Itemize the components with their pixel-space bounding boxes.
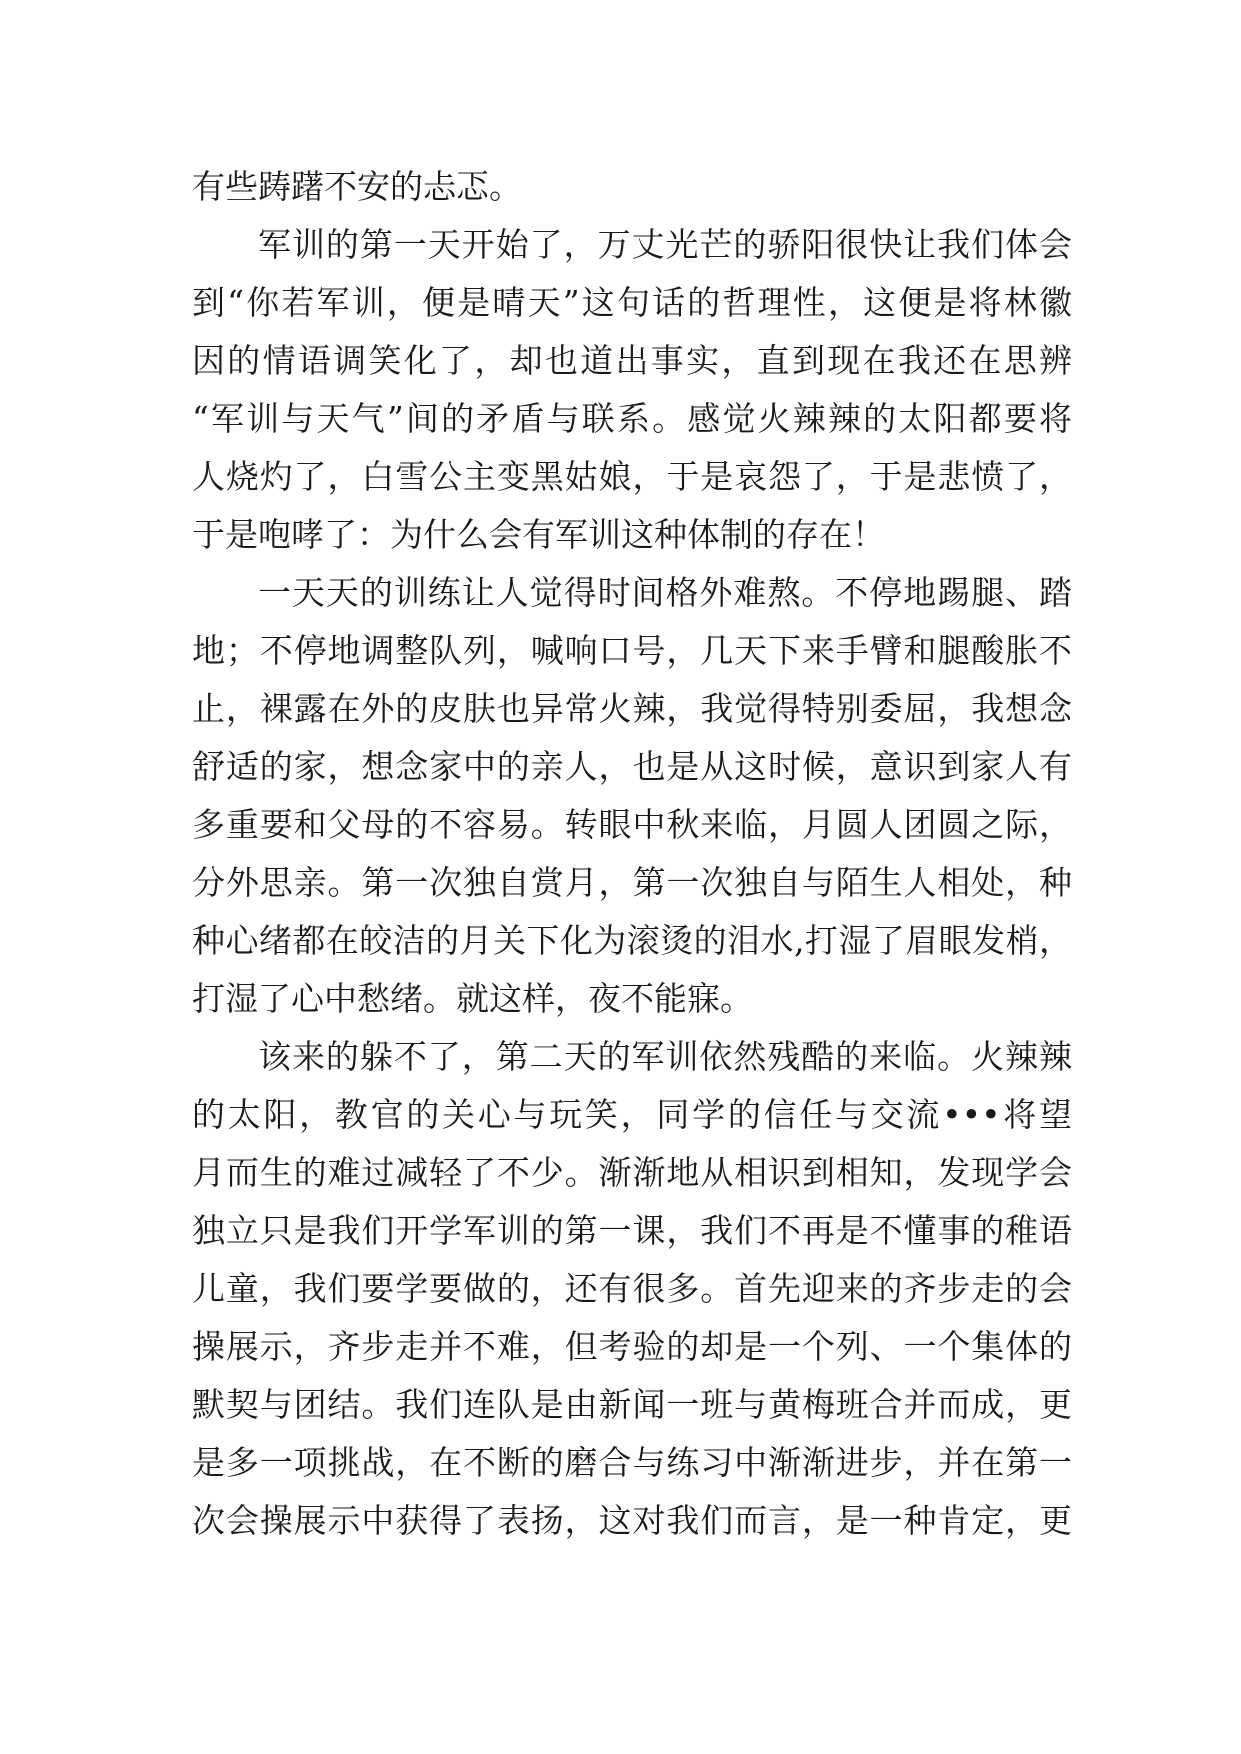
text-line: 于是咆哮了：为什么会有军训这种体制的存在！ xyxy=(192,515,885,554)
text-line: 到“你若军训，便是晴天”这句话的哲理性，这便是将林徽 xyxy=(192,283,1072,322)
paragraph xyxy=(192,158,1072,216)
text-line: 的太阳，教官的关心与玩笑，同学的信任与交流•••将望 xyxy=(192,1095,1072,1134)
text-line: 独立只是我们开学军训的第一课，我们不再是不懂事的稚语 xyxy=(192,1211,1072,1250)
text-line: 军训的第一天开始了，万丈光芒的骄阳很快让我们体会 xyxy=(258,225,1072,264)
text-line: 默契与团结。我们连队是由新闻一班与黄梅班合并而成，更 xyxy=(192,1385,1072,1424)
paragraph xyxy=(192,564,1072,1028)
paragraph xyxy=(192,1028,1072,1550)
body-text xyxy=(192,158,1072,1550)
text-line: 有些踌躇不安的忐忑。 xyxy=(192,167,522,206)
text-line: 因的情语调笑化了，却也道出事实，直到现在我还在思辨 xyxy=(192,341,1072,380)
text-line: 次会操展示中获得了表扬，这对我们而言，是一种肯定，更 xyxy=(192,1501,1072,1540)
text-line: 是多一项挑战，在不断的磨合与练习中渐渐进步，并在第一 xyxy=(192,1443,1072,1482)
text-line: “军训与天气”间的矛盾与联系。感觉火辣辣的太阳都要将 xyxy=(192,399,1072,438)
text-line: 儿童，我们要学要做的，还有很多。首先迎来的齐步走的会 xyxy=(192,1269,1072,1308)
text-line: 操展示，齐步走并不难，但考验的却是一个列、一个集体的 xyxy=(192,1327,1072,1366)
text-line: 舒适的家，想念家中的亲人，也是从这时候，意识到家人有 xyxy=(192,747,1072,786)
text-line: 月而生的难过减轻了不少。渐渐地从相识到相知，发现学会 xyxy=(192,1153,1072,1192)
text-line: 止，裸露在外的皮肤也异常火辣，我觉得特别委屈，我想念 xyxy=(192,689,1072,728)
paragraph xyxy=(192,216,1072,564)
text-line: 种心绪都在皎洁的月关下化为滚烫的泪水,打湿了眉眼发梢， xyxy=(192,921,1072,960)
text-line: 多重要和父母的不容易。转眼中秋来临，月圆人团圆之际， xyxy=(192,805,1072,844)
text-line: 打湿了心中愁绪。就这样，夜不能寐。 xyxy=(192,979,753,1018)
text-line: 分外思亲。第一次独自赏月，第一次独自与陌生人相处，种 xyxy=(192,863,1072,902)
text-line: 一天天的训练让人觉得时间格外难熬。不停地踢腿、踏 xyxy=(258,573,1072,612)
text-line: 地；不停地调整队列，喊响口号，几天下来手臂和腿酸胀不 xyxy=(192,631,1072,670)
text-line: 人烧灼了，白雪公主变黑姑娘，于是哀怨了，于是悲愤了， xyxy=(192,457,1072,496)
text-line: 该来的躲不了，第二天的军训依然残酷的来临。火辣辣 xyxy=(258,1037,1072,1076)
